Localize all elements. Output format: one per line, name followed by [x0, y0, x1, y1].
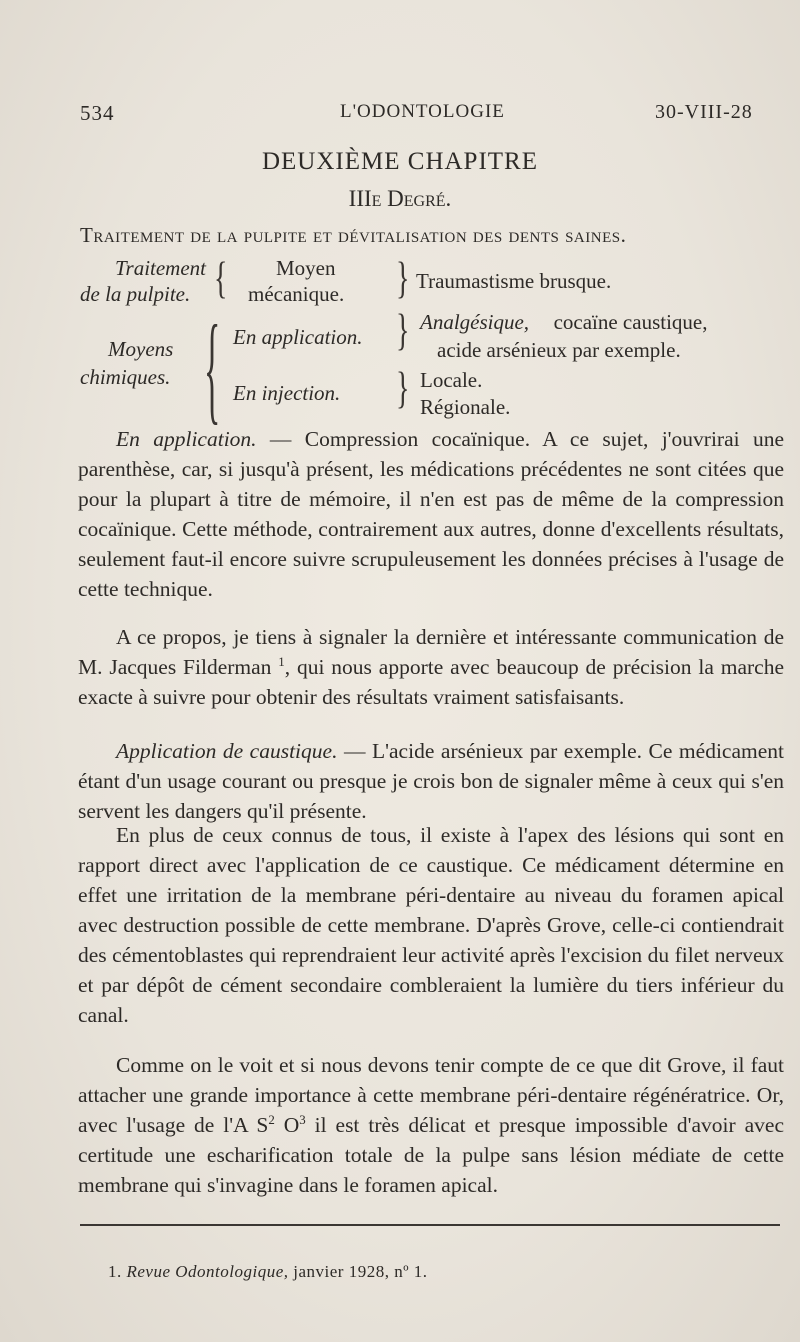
paragraph-compression-lead: En application. — [116, 427, 257, 451]
journal-title: L'ODONTOLOGIE — [340, 101, 505, 122]
paragraph-compression — [78, 424, 784, 604]
table-row2b-result-line1: Locale. — [420, 368, 483, 392]
table-row1-label-line1: Traitement — [115, 256, 207, 280]
footnote-number: 1. — [108, 1262, 122, 1281]
paragraph-membrane — [78, 1050, 784, 1200]
paragraph-caustique — [78, 736, 784, 826]
paragraph-caustique-lead: Application de caustique. — [116, 739, 338, 763]
table-row2-label-line1: Moyens — [108, 337, 174, 361]
table-row1-middle-line2: mécanique. — [248, 282, 345, 306]
degree-title: IIIe Degré. — [348, 186, 452, 211]
table-row2a-middle: En application. — [233, 325, 363, 349]
page-number: 534 — [80, 101, 115, 125]
table-row2b-middle: En injection. — [233, 381, 341, 405]
table-row2a-result-line2: acide arsénieux par exemple. — [437, 338, 681, 362]
brace-left-row1: { — [214, 254, 228, 304]
paragraph-compression-text: — Compression cocaïnique. A ce sujet, j'ouvrirai une parenthèse, car, si jusqu'à présent, les médications précédentes ne sont citées que pour la plupart à titre de mémoire, il n'en est pas de même de la compression cocaïnique. Cette méthode, contrairement aux autres, donne d'excellents résultats, seulement faut-il encore suivre scrupuleusement les données précises à l'usage de cette technique. — [78, 427, 784, 601]
chapter-title: DEUXIÈME CHAPITRE — [261, 148, 538, 175]
brace-right-row2a: } — [396, 306, 410, 356]
footnote — [108, 1262, 428, 1282]
footnote-source: Revue Odontologique, — [126, 1262, 289, 1281]
footnote-ref: 1 — [278, 654, 285, 669]
table-row1-middle-line1: Moyen — [276, 256, 336, 280]
table-row2-label-line2: chimiques. — [80, 365, 171, 389]
formula-sup-2: 2 — [268, 1112, 275, 1127]
section-title: Traitement de la pulpite et dévitalisation des dents saines. — [80, 223, 627, 247]
paragraph-filderman-text-a: A ce propos, je tiens à signaler la dernière et intéressante communication de M. Jacques Filderman — [78, 625, 784, 679]
table-row1-label-line2: de la pulpite. — [80, 282, 191, 306]
paragraph-lesions-text: En plus de ceux connus de tous, il existe à l'apex des lésions qui sont en rapport direct avec l'application de ce caustique. Ce médicament détermine en effet une irritation de la membrane péri-dentaire au niveau du foramen apical avec destruction possible de cette membrane. D'après Grove, celle-ci contiendrait des cémentoblastes qui reprendraient leur activité après l'excision du filet nerveux et par dépôt de cément secondaire combleraient la lumière du tiers inférieur du canal. — [78, 823, 784, 1027]
brace-left-row2: { — [204, 304, 221, 438]
paragraph-filderman — [78, 622, 784, 712]
issue-date: 30-VIII-28 — [655, 101, 753, 123]
table-row1-result: Traumastisme brusque. — [416, 269, 612, 293]
footnote-rule — [80, 1224, 780, 1226]
formula-sup-3: 3 — [299, 1112, 306, 1127]
paragraph-lesions — [78, 820, 784, 1030]
table-row2a-result-cocaine: cocaïne caustique, — [553, 310, 708, 334]
paragraph-membrane-text-a: Comme on le voit et si nous devons tenir compte de ce que dit Grove, il faut attacher une grande importance à cette membrane péri-dentaire régénératrice. Or, avec l'usage de l'A S — [78, 1053, 784, 1137]
table-row2b-result-line2: Régionale. — [420, 395, 511, 419]
brace-right-row1: } — [396, 254, 410, 304]
footnote-rest: janvier 1928, nº 1. — [288, 1262, 428, 1281]
paragraph-membrane-text-c: il est très délicat et presque impossible d'avoir avec certitude une escharification totale de la pulpe sans lésion médiate de cette membrane qui s'invagine dans le foramen apical. — [78, 1113, 784, 1197]
brace-right-row2b: } — [396, 364, 410, 414]
paragraph-membrane-text-b: O — [274, 1113, 300, 1137]
table-row2a-result-line1 — [420, 310, 707, 335]
paragraph-caustique-text: — L'acide arsénieux par exemple. Ce médicament étant d'un usage courant ou presque je crois bon de signaler même à ceux qui s'en servent les dangers qu'il présente. — [78, 739, 784, 823]
table-row2a-result-analgesique: Analgésique, — [420, 310, 530, 334]
paragraph-filderman-text-b: , qui nous apporte avec beaucoup de précision la marche exacte à suivre pour obtenir des résultats vraiment satisfaisants. — [78, 655, 784, 709]
